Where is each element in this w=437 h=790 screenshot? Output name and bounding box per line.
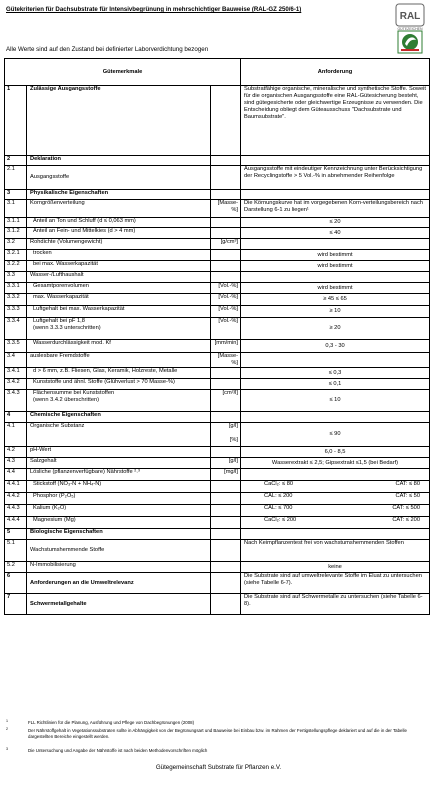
row-requirement: ≤ 0,3 — [241, 368, 430, 379]
row-unit — [211, 447, 241, 458]
row-requirement: Nach Keimpflanzentest frei von wachstumshemmenden Stoffen — [241, 540, 430, 562]
requirement-method-b: CAT: ≤ 80 — [395, 481, 420, 487]
row-unit — [211, 368, 241, 379]
row-requirement: ≥ 10 — [241, 306, 430, 318]
table-row — [5, 573, 430, 594]
row-requirement — [241, 529, 430, 540]
row-label: Kalium (K₂O) — [27, 505, 211, 517]
row-requirement: ≤ 90 — [241, 423, 430, 447]
footnote-number: 3 — [6, 747, 8, 751]
table-row — [5, 272, 430, 283]
row-label: Wasser-/Lufthaushalt — [27, 272, 211, 283]
row-label: Magnesium (Mg) — [27, 517, 211, 529]
row-unit — [211, 540, 241, 562]
table-row — [5, 412, 430, 423]
row-requirement: Die Körnungskurve hat im vorgegebenen Korn-verteilungsbereich nach Darstellung 6-1 zu liegen¹ — [241, 200, 430, 218]
row-requirement — [241, 353, 430, 368]
row-number: 3.3.3 — [5, 306, 27, 318]
row-requirement: wird bestimmt — [241, 283, 430, 294]
row-requirement — [241, 481, 430, 493]
row-unit — [211, 166, 241, 190]
svg-text:RAL: RAL — [399, 11, 421, 22]
row-number: 5.2 — [5, 562, 27, 573]
row-unit: [mm/min] — [211, 340, 241, 353]
row-unit — [211, 250, 241, 261]
row-number: 4.1 — [5, 423, 27, 447]
row-number: 3.3.2 — [5, 294, 27, 306]
row-unit — [211, 493, 241, 505]
table-row — [5, 379, 430, 390]
row-label: Physikalische Eigenschaften — [27, 190, 211, 200]
row-unit — [211, 412, 241, 423]
table-row — [5, 218, 430, 228]
row-requirement — [241, 412, 430, 423]
row-label: trocken — [27, 250, 211, 261]
row-requirement — [241, 505, 430, 517]
row-number: 4 — [5, 412, 27, 423]
row-requirement — [241, 517, 430, 529]
table-row — [5, 540, 430, 562]
requirement-method-b: CAT: ≤ 500 — [392, 505, 420, 511]
row-unit — [211, 529, 241, 540]
requirement-method-a: CaCl₂: ≤ 80 — [264, 481, 294, 487]
table-row — [5, 469, 430, 481]
footnote-number: 1 — [6, 719, 8, 723]
row-number: 3.4.1 — [5, 368, 27, 379]
row-requirement: Die Substrate sind auf umweltrelevante Stoffe im Eluat zu untersuchen (siehe Tabelle 6-7). — [241, 573, 430, 594]
table-row — [5, 190, 430, 200]
row-requirement — [241, 156, 430, 166]
intro-text: Alle Werte sind auf den Zustand bei definierter Laborverdichtung bezogen — [6, 46, 209, 53]
table-row — [5, 261, 430, 272]
row-unit — [211, 272, 241, 283]
footnote-text: Die Untersuchung und Angabe der Nährstoffe ist nach beiden Methodenvorschriften möglich — [28, 748, 208, 753]
criteria-table — [4, 58, 430, 615]
header-criteria: Gütemerkmale — [5, 59, 241, 86]
row-number: 3.3.4 — [5, 318, 27, 340]
row-requirement: ≥ 45 ≤ 65 — [241, 294, 430, 306]
row-label: Salzgehalt — [27, 458, 211, 469]
table-row — [5, 306, 430, 318]
table-row — [5, 156, 430, 166]
table-row — [5, 517, 430, 529]
row-label: Luftgehalt bei pF 1,8 (wenn 3.3.3 unterschritten) — [27, 318, 211, 340]
row-number: 3.2.2 — [5, 261, 27, 272]
row-unit — [211, 505, 241, 517]
row-unit: [mg/l] — [211, 469, 241, 481]
row-requirement: ≤ 0,1 — [241, 379, 430, 390]
table-row — [5, 86, 430, 156]
row-requirement: Wasserextrakt ≤ 2,5; Gipsextrakt ≤1,5 (bei Bedarf) — [241, 458, 430, 469]
row-number: 4.4.1 — [5, 481, 27, 493]
row-number: 3.3 — [5, 272, 27, 283]
row-unit — [211, 379, 241, 390]
row-unit — [211, 562, 241, 573]
requirement-method-b: CAT: ≤ 50 — [395, 493, 420, 499]
row-number: 3.1.2 — [5, 228, 27, 239]
table-row — [5, 481, 430, 493]
requirement-method-a: CaCl₂: ≤ 200 — [264, 517, 297, 523]
table-row — [5, 294, 430, 306]
substrate-seal-icon — [392, 30, 428, 54]
row-label: Kunststoffe und ähnl. Stoffe (Glühverlust > 70 Masse-%) — [27, 379, 211, 390]
row-requirement: ≤ 20 — [241, 218, 430, 228]
row-label: max. Wasserkapazität — [27, 294, 211, 306]
table-row — [5, 283, 430, 294]
row-number: 3.4.3 — [5, 390, 27, 412]
table-row — [5, 318, 430, 340]
row-requirement: ≥ 20 — [241, 318, 430, 340]
row-unit — [211, 190, 241, 200]
row-unit — [211, 481, 241, 493]
row-requirement — [241, 493, 430, 505]
row-number: 4.4.3 — [5, 505, 27, 517]
row-number: 4.4.2 — [5, 493, 27, 505]
row-unit: [g/l] [%] — [211, 423, 241, 447]
table-row — [5, 594, 430, 615]
row-unit — [211, 517, 241, 529]
row-label: Deklaration — [27, 156, 211, 166]
row-number: 1 — [5, 86, 27, 156]
row-number: 3.2 — [5, 239, 27, 250]
row-unit — [211, 218, 241, 228]
row-unit: [g/l] — [211, 458, 241, 469]
row-unit: [Masse-%] — [211, 353, 241, 368]
row-number: 3.4.2 — [5, 379, 27, 390]
row-label: Ausgangsstoffe — [27, 166, 211, 190]
header-requirement: Anforderung — [241, 59, 430, 86]
row-unit: [cm²/l] — [211, 390, 241, 412]
row-requirement: Substratfähige organische, mineralische und synthetische Stoffe. Soweit für die organischen Ausgangsstoffe eine RAL-Gütesicherung besteht, sind gütegesicherte oder gleichwertige Erzeugnisse zu verwenden. Die Entscheidung obliegt dem Güteausschuss "Dachsubstrate und Baumsubstrate". — [241, 86, 430, 156]
row-label: Rohdichte (Volumengewicht) — [27, 239, 211, 250]
row-label: Stickstoff (NO₃-N + NH₄-N) — [27, 481, 211, 493]
row-label: d > 6 mm, z.B. Fliesen, Glas, Keramik, Holzreste, Metalle — [27, 368, 211, 379]
row-number: 4.4.4 — [5, 517, 27, 529]
row-number: 3.1.1 — [5, 218, 27, 228]
requirement-method-b: CAT: ≤ 200 — [392, 517, 420, 523]
row-unit — [211, 86, 241, 156]
row-requirement — [241, 272, 430, 283]
row-unit: [Vol.-%] — [211, 306, 241, 318]
table-row — [5, 390, 430, 412]
footnote-text: FLL Richtlinien für die Planung, Ausführung und Pflege von Dachbegrünungen (2008) — [28, 720, 195, 725]
row-label: Zulässige Ausgangsstoffe — [27, 86, 211, 156]
row-number: 3.1 — [5, 200, 27, 218]
row-number: 3.2.1 — [5, 250, 27, 261]
row-label: Organische Substanz — [27, 423, 211, 447]
table-row — [5, 368, 430, 379]
row-label: Flächensumme bei Kunststoffen (wenn 3.4.2 überschritten) — [27, 390, 211, 412]
row-label: Korngrößenverteilung — [27, 200, 211, 218]
row-requirement: ≤ 40 — [241, 228, 430, 239]
table-row — [5, 166, 430, 190]
row-requirement: wird bestimmt — [241, 261, 430, 272]
row-label: Biologische Eigenschaften — [27, 529, 211, 540]
row-label: Wasserdurchlässigkeit mod. Kf — [27, 340, 211, 353]
row-label: pH-Wert — [27, 447, 211, 458]
row-requirement — [241, 469, 430, 481]
row-label: Gesamtporenvolumen — [27, 283, 211, 294]
row-label: Luftgehalt bei max. Wasserkapazität — [27, 306, 211, 318]
row-number: 5.1 — [5, 540, 27, 562]
row-label: Wachstumshemmende Stoffe — [27, 540, 211, 562]
row-unit: [Vol.-%] — [211, 318, 241, 340]
row-number: 6 — [5, 573, 27, 594]
row-label: Phosphor (P₂O₅) — [27, 493, 211, 505]
footnote-text: Der Nährstoffgehalt in Vegetationssubstraten sollte in Abhängigkeit von der Begrünungsart und Bauweise bei Einbau bzw. im Rahmen der Fertigstellungspflege deklariert und auf die in der Tabelle dargestellten Bereiche eingestellt werden. — [28, 728, 407, 739]
row-number: 5 — [5, 529, 27, 540]
row-unit — [211, 228, 241, 239]
row-number: 3.3.1 — [5, 283, 27, 294]
row-number: 3 — [5, 190, 27, 200]
row-label: Schwermetallgehalte — [27, 594, 211, 615]
row-unit — [211, 156, 241, 166]
row-unit: [g/cm³] — [211, 239, 241, 250]
table-row — [5, 250, 430, 261]
table-row — [5, 340, 430, 353]
table-row — [5, 562, 430, 573]
row-label: Chemische Eigenschaften — [27, 412, 211, 423]
ral-logo — [392, 3, 428, 31]
row-number: 4.4 — [5, 469, 27, 481]
table-row — [5, 447, 430, 458]
row-unit: [Masse-%] — [211, 200, 241, 218]
row-requirement: 0,3 - 30 — [241, 340, 430, 353]
table-row — [5, 239, 430, 250]
row-unit: [Vol.-%] — [211, 294, 241, 306]
row-number: 2 — [5, 156, 27, 166]
row-label: Anforderungen an die Umweltrelevanz — [27, 573, 211, 594]
row-requirement: 6,0 - 8,5 — [241, 447, 430, 458]
requirement-method-a: CAL: ≤ 700 — [264, 505, 293, 511]
table-row — [5, 200, 430, 218]
row-requirement: Die Substrate sind auf Schwermetalle zu untersuchen (siehe Tabelle 6-8). — [241, 594, 430, 615]
row-label: N-Immobilisierung — [27, 562, 211, 573]
row-number: 7 — [5, 594, 27, 615]
row-unit — [211, 594, 241, 615]
row-label: Anteil an Fein- und Mittelkies (d > 4 mm) — [27, 228, 211, 239]
row-requirement: Ausgangsstoffe mit eindeutiger Kennzeichnung unter Berücksichtigung der Recyclingstoffe > 5 Vol.-% in abnehmender Reihenfolge — [241, 166, 430, 190]
svg-text:GÜTEZEICHEN: GÜTEZEICHEN — [397, 27, 423, 31]
row-number: 4.2 — [5, 447, 27, 458]
table-row — [5, 505, 430, 517]
row-requirement — [241, 190, 430, 200]
row-requirement: ≤ 10 — [241, 390, 430, 412]
row-label: bei max. Wasserkapazität — [27, 261, 211, 272]
table-row — [5, 458, 430, 469]
publisher-footer: Gütegemeinschaft Substrate für Pflanzen e.V. — [155, 764, 282, 771]
table-header-row — [5, 59, 430, 86]
row-label: Lösliche (pflanzenverfügbare) Nährstoffe ²˒³ — [27, 469, 211, 481]
footnote-number: 2 — [6, 727, 8, 731]
row-number: 2.1 — [5, 166, 27, 190]
table-row — [5, 493, 430, 505]
row-requirement — [241, 239, 430, 250]
row-unit — [211, 261, 241, 272]
row-number: 3.4 — [5, 353, 27, 368]
row-unit — [211, 573, 241, 594]
row-number: 4.3 — [5, 458, 27, 469]
table-row — [5, 228, 430, 239]
document-title: Gütekriterien für Dachsubstrate für Intensivbegrünung in mehrschichtiger Bauweise (RAL-GZ 250/6-1) — [6, 6, 302, 13]
table-row — [5, 423, 430, 447]
row-unit: [Vol.-%] — [211, 283, 241, 294]
row-requirement: keine — [241, 562, 430, 573]
row-label: Anteil an Ton und Schluff (d ≤ 0,063 mm) — [27, 218, 211, 228]
row-label: auslesbare Fremdstoffe — [27, 353, 211, 368]
requirement-method-a: CAL: ≤ 200 — [264, 493, 293, 499]
table-row — [5, 353, 430, 368]
table-row — [5, 529, 430, 540]
row-number: 3.3.5 — [5, 340, 27, 353]
row-requirement: wird bestimmt — [241, 250, 430, 261]
